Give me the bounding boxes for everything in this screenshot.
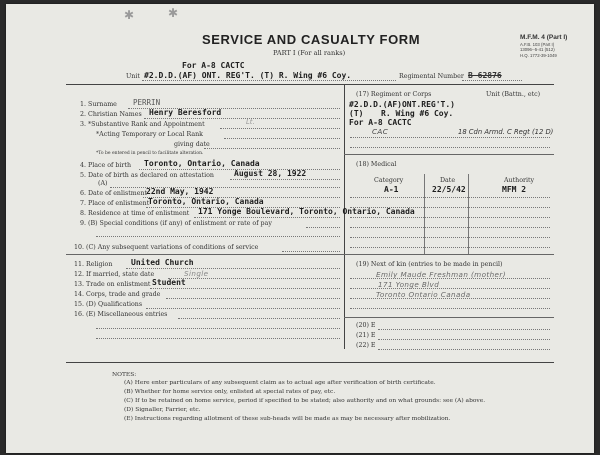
category-value: A-1 (384, 185, 399, 194)
form-title: SERVICE AND CASUALTY FORM (202, 32, 421, 47)
category-label: Category (374, 177, 404, 184)
birthplace-label: 4. Place of birth (80, 162, 132, 169)
regiment-line-4: CAC (372, 127, 389, 136)
dob-note-a: (A) (98, 180, 108, 187)
pencil-note: *To be entered in pencil to facilitate alteration. (96, 151, 204, 156)
form-part: PART I (For all ranks) (273, 49, 346, 57)
form-small-print: A.F.B. 103 (Part I) 13096--5-41 (512) H.Q. 1772-39-1049 (520, 42, 557, 58)
surname-label: 1. Surname (80, 101, 117, 108)
medical-date-label: Date (440, 177, 456, 184)
regiment-line-2: R. Wing #6 Coy. (381, 109, 454, 118)
misc-entries-label: 16. (E) Miscellaneous entries (74, 311, 168, 318)
special-conditions-label: 9. (B) Special conditions (if any) of enlistment or rate of pay (80, 220, 272, 227)
enlist-date-value: 22nd May, 1942 (146, 187, 214, 196)
entry-22-label: (22) E (356, 342, 376, 349)
unit-battn-label: Unit (Battn., etc) (486, 91, 541, 98)
note-e: (E) Instructions regarding allotment of these sub-heads will be made as may be necessary after mobilization. (124, 416, 451, 422)
regiment-line-1: #2.D.D.(AF)ONT.REG'T.) (349, 100, 455, 109)
for-unit-typed: For A-8 CACTC (182, 61, 245, 70)
note-c: (C) If to be retained on home service, period if specified to be stated; also authority and on what grounds: see (A) above. (124, 398, 486, 404)
regiment-handwritten: 18 Cdn Armd. C Regt (12 D) (458, 128, 554, 136)
surname-value: PERRIN (133, 98, 161, 107)
acting-rank-label: *Acting Temporary or Local Rank (96, 131, 204, 138)
authority-label: Authority (504, 177, 535, 184)
regiment-line-3: For A-8 CACTC (349, 118, 412, 127)
christian-names-label: 2. Christian Names (80, 111, 142, 118)
medical-label: (18) Medical (356, 161, 397, 168)
regiment-line-2-prefix: (T) (349, 109, 364, 118)
birthplace-value: Toronto, Ontario, Canada (144, 159, 260, 168)
qualifications-label: 15. (D) Qualifications (74, 301, 143, 308)
giving-date-label: giving date (174, 141, 210, 148)
rank-value: Lt. (246, 118, 255, 126)
unit-label: Unit (126, 73, 140, 80)
variations-label: 10. (C) Any subsequent variations of conditions of service (74, 244, 259, 251)
enlist-date-label: 6. Date of enlistment (80, 190, 148, 197)
next-of-kin-line-1: Emily Maude Freshman (mother) (376, 270, 506, 279)
enlist-place-value: Toronto, Ontario, Canada (148, 197, 264, 206)
married-value: Single (184, 269, 209, 278)
note-a: (A) Here enter particulars of any subsequent claim as to actual age after verification of birth certificate. (124, 380, 436, 386)
authority-value: MFM 2 (502, 185, 527, 194)
next-of-kin-label: (19) Next of kin (entries to be made in pencil) (356, 261, 503, 268)
note-b: (B) Whether for home service only, enlisted at special rates of pay, etc. (124, 389, 336, 395)
medical-date-value: 22/5/42 (432, 185, 466, 194)
regiment-label: (17) Regiment or Corps (356, 91, 432, 98)
next-of-kin-line-3: Toronto Ontario Canada (376, 290, 471, 299)
regimental-number-value: B 62876 (468, 71, 502, 80)
rank-label: 3. *Substantive Rank and Appointment (80, 121, 205, 128)
residence-value: 171 Yonge Boulevard, Toronto, Ontario, Canada (198, 207, 415, 216)
dob-label: 5. Date of birth as declared on attestation (80, 172, 214, 179)
trade-label: 13. Trade on enlistment (74, 281, 151, 288)
next-of-kin-line-2: 171 Yonge Blvd (378, 280, 440, 289)
trade-value: Student (152, 278, 186, 287)
entry-20-label: (20) E (356, 322, 376, 329)
corps-label: 14. Corps, trade and grade (74, 291, 161, 298)
notes-title: NOTES: (112, 372, 137, 378)
note-d: (D) Signaller, Farrier, etc. (124, 407, 201, 413)
form-number: M.F.M. 4 (Part I) (520, 34, 568, 41)
asterisk-mark-icon: ✱ (124, 8, 135, 22)
form-page (6, 4, 594, 453)
asterisk-mark-icon: ✱ (168, 6, 179, 20)
married-label: 12. If married, state date (74, 271, 155, 278)
religion-value: United Church (131, 258, 194, 267)
religion-label: 11. Religion (74, 261, 113, 268)
dob-value: August 28, 1922 (234, 169, 307, 178)
enlist-place-label: 7. Place of enlistment (80, 200, 150, 207)
entry-21-label: (21) E (356, 332, 376, 339)
residence-label: 8. Residence at time of enlistment (80, 210, 190, 217)
unit-value: #2.D.D.(AF) ONT. REG'T. (T) R. Wing #6 Coy. (144, 71, 352, 80)
regimental-number-label: Regimental Number (399, 73, 464, 80)
christian-names-value: Henry Beresford (149, 108, 222, 117)
